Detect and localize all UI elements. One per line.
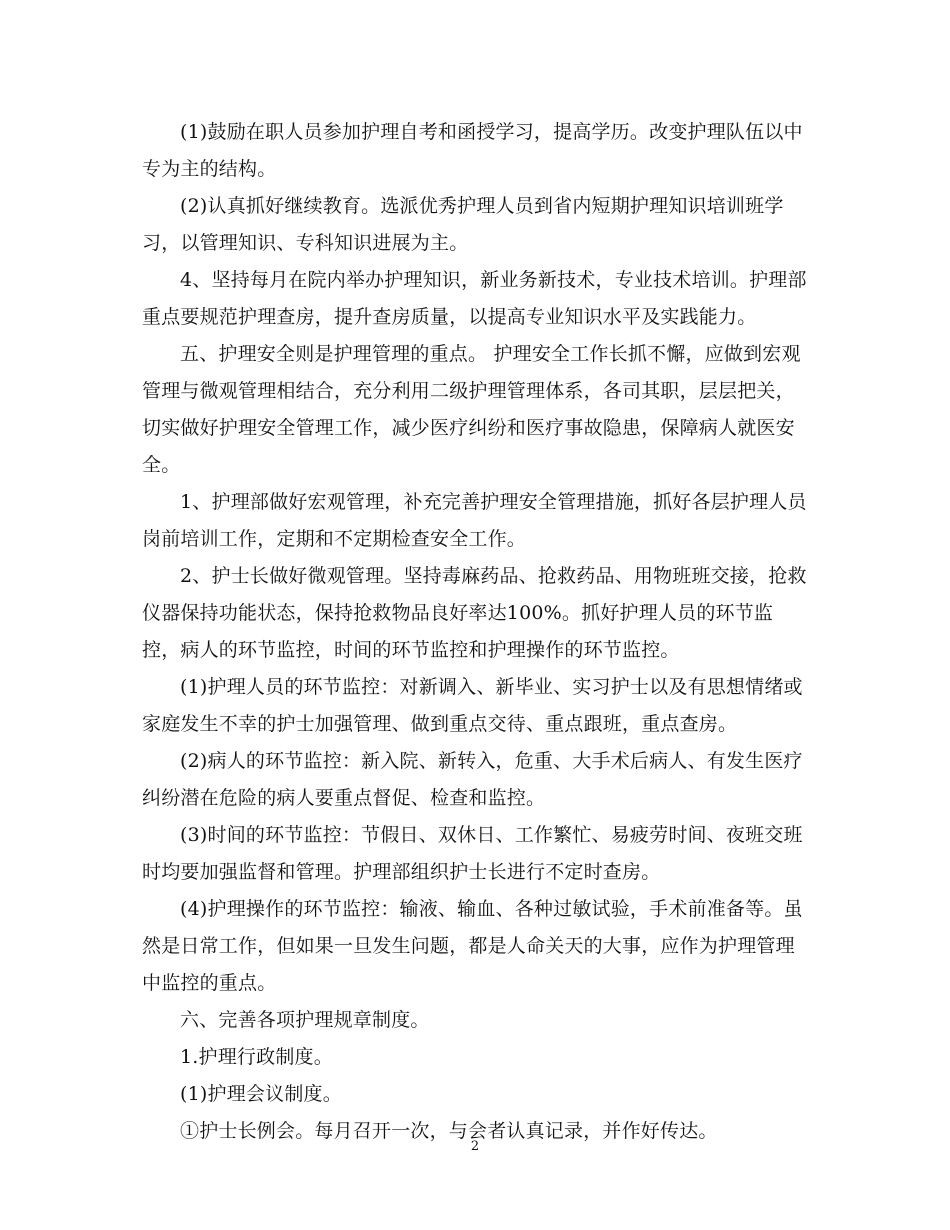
subsection-heading: (1)护理会议制度。 [180, 1083, 342, 1105]
document-body [142, 114, 810, 1150]
paragraph: (2)认真抓好继续教育。选派优秀护理人员到省内短期护理知识培训班学习，以管理知识、专科知识进展为主。 [142, 195, 784, 254]
section-heading: 六、完善各项护理规章制度。 [180, 1009, 430, 1031]
paragraph: 4、坚持每月在院内举办护理知识，新业务新技术，专业技术培训。护理部重点要规范护理查房，提升查房质量，以提高专业知识水平及实践能力。 [142, 269, 807, 328]
page-number: 2 [470, 1139, 480, 1154]
paragraph: 五、护理安全则是护理管理的重点。 护理安全工作长抓不懈，应做到宏观管理与微观管理相结合，充分利用二级护理管理体系，各司其职，层层把关，切实做好护理安全管理工作，减少医疗纠纷和医疗事故隐患，保障病人就医安全。 [142, 343, 801, 476]
paragraph: (2)病人的环节监控：新入院、新转入，危重、大手术后病人、有发生医疗纠纷潜在危险的病人要重点督促、检查和监控。 [142, 750, 803, 809]
paragraph: (1)护理人员的环节监控：对新调入、新毕业、实习护士以及有思想情绪或家庭发生不幸的护士加强管理、做到重点交待、重点跟班，重点查房。 [142, 676, 803, 735]
paragraph: 2、护士长做好微观管理。坚持毒麻药品、抢救药品、用物班班交接，抢救仪器保持功能状态，保持抢救物品良好率达100%。抓好护理人员的环节监控，病人的环节监控，时间的环节监控和护理操作的环节监控。 [142, 565, 807, 661]
paragraph: (1)鼓励在职人员参加护理自考和函授学习，提高学历。改变护理队伍以中专为主的结构。 [142, 121, 803, 180]
paragraph: (4)护理操作的环节监控：输液、输血、各种过敏试验，手术前准备等。虽然是日常工作，但如果一旦发生问题，都是人命关天的大事，应作为护理管理中监控的重点。 [142, 898, 803, 994]
paragraph: ①护士长例会。每月召开一次，与会者认真记录，并作好传达。 [180, 1120, 718, 1142]
subsection-heading: 1.护理行政制度。 [180, 1046, 333, 1068]
paragraph: 1、护理部做好宏观管理，补充完善护理安全管理措施，抓好各层护理人员岗前培训工作，定期和不定期检查安全工作。 [142, 491, 807, 550]
paragraph: (3)时间的环节监控：节假日、双休日、工作繁忙、易疲劳时间、夜班交班时均要加强监督和管理。护理部组织护士长进行不定时查房。 [142, 824, 803, 883]
